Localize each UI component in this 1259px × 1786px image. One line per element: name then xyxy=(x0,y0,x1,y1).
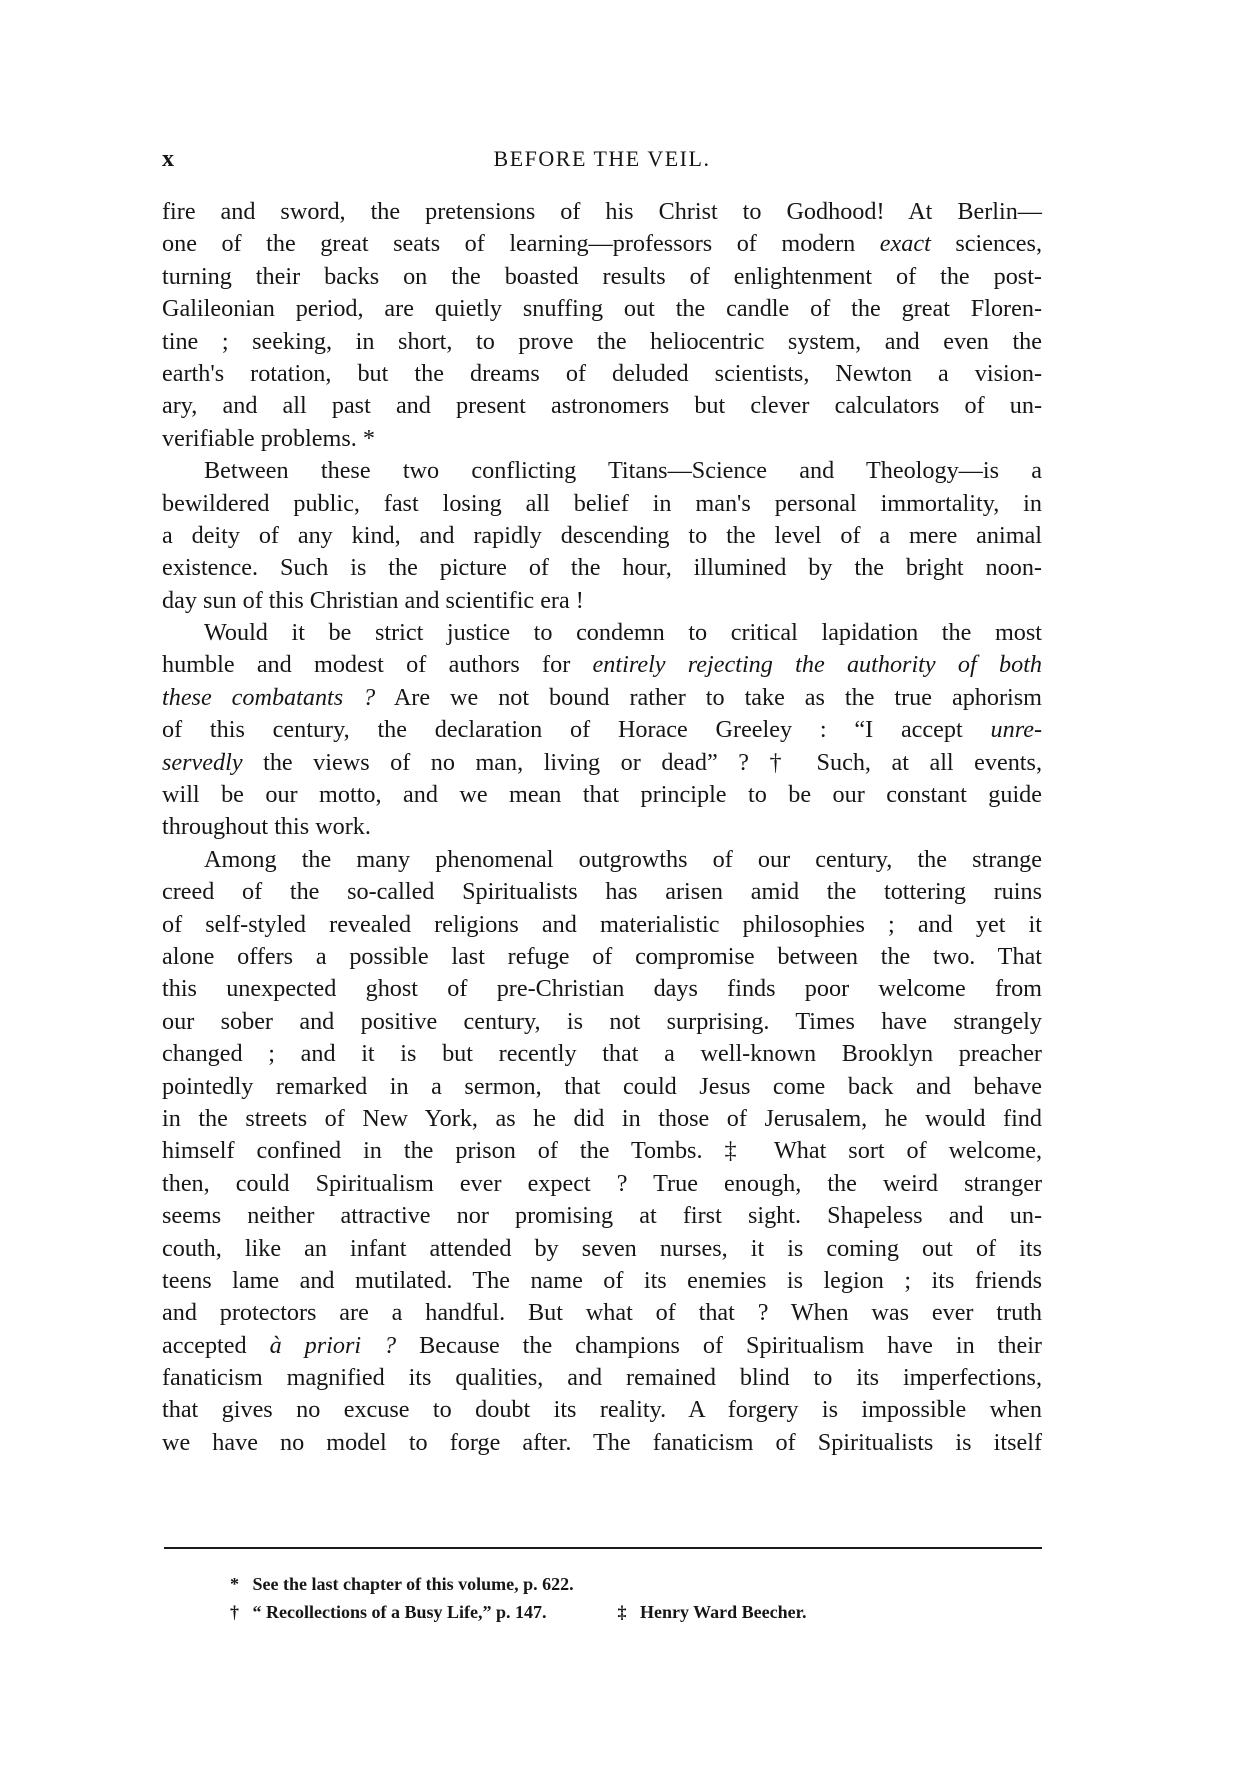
text-line: this unexpected ghost of pre-Christian days finds poor welcome from xyxy=(162,975,1042,1003)
footnote-text-3: Henry Ward Beecher. xyxy=(640,1602,807,1622)
text-line: Would it be strict justice to condemn to critical lapidation the most xyxy=(204,619,1042,647)
text-line: existence. Such is the picture of the hour, illumined by the bright noon- xyxy=(162,554,1042,582)
text-line: verifiable problems. * xyxy=(162,424,375,452)
text-line: himself confined in the prison of the Tombs. ‡ What sort of welcome, xyxy=(162,1137,1042,1165)
text-line: pointedly remarked in a sermon, that could Jesus come back and behave xyxy=(162,1072,1042,1100)
footnote-row-2 xyxy=(230,1598,1030,1626)
text-line: seems neither attractive nor promising at first sight. Shapeless and un- xyxy=(162,1202,1042,1230)
text-line: Between these two conflicting Titans—Science and Theology—is a xyxy=(204,457,1042,485)
text-line: fanaticism magnified its qualities, and remained blind to its imperfections, xyxy=(162,1364,1042,1392)
text-line: fire and sword, the pretensions of his Christ to Godhood! At Berlin— xyxy=(162,198,1042,225)
paragraph xyxy=(162,617,1042,844)
text-line: alone offers a possible last refuge of compromise between the two. That xyxy=(162,942,1042,970)
text-line: one of the great seats of learning—professors of modern exact sciences, xyxy=(162,230,1042,258)
text-line: accepted à priori ? Because the champions of Spiritualism have in their xyxy=(162,1331,1042,1359)
footnote-text-2: “ Recollections of a Busy Life,” p. 147. xyxy=(252,1602,547,1622)
footnote-mark-dagger: † xyxy=(230,1602,239,1622)
text-line: then, could Spiritualism ever expect ? True enough, the weird stranger xyxy=(162,1169,1042,1197)
text-line: couth, like an infant attended by seven nurses, it is coming out of its xyxy=(162,1234,1042,1262)
text-line: day sun of this Christian and scientific era ! xyxy=(162,586,584,614)
italic-emphasis: servedly xyxy=(162,748,243,776)
body-text xyxy=(162,196,1042,1459)
text-line: these combatants ? Are we not bound rather to take as the true aphorism xyxy=(162,683,1042,711)
footnote-mark-double-dagger: ‡ xyxy=(617,1602,627,1622)
text-line: turning their backs on the boasted results of enlightenment of the post- xyxy=(162,262,1042,290)
text-line: throughout this work. xyxy=(162,813,371,841)
italic-emphasis: entirely rejecting the authority of both xyxy=(592,651,1043,679)
italic-emphasis: these combatants ? xyxy=(162,683,376,711)
paragraph xyxy=(162,196,1042,455)
text-line: Galileonian period, are quietly snuffing out the candle of the great Floren- xyxy=(162,295,1042,323)
text-line: ary, and all past and present astronomers but clever calculators of un- xyxy=(162,392,1042,420)
footnotes xyxy=(230,1570,1030,1626)
italic-emphasis: exact xyxy=(879,230,931,258)
footnote-text-1: See the last chapter of this volume, p. 622. xyxy=(252,1574,574,1594)
text-line: of this century, the declaration of Horace Greeley : “I accept unre- xyxy=(162,716,1042,744)
footnote-separator-rule xyxy=(164,1547,1042,1549)
italic-emphasis: à priori ? xyxy=(269,1331,397,1359)
text-line: and protectors are a handful. But what of that ? When was ever truth xyxy=(162,1299,1042,1327)
text-line: we have no model to forge after. The fanaticism of Spiritualists is itself xyxy=(162,1428,1042,1456)
text-line: earth's rotation, but the dreams of deluded scientists, Newton a vision- xyxy=(162,359,1042,387)
text-line: creed of the so-called Spiritualists has arisen amid the tottering ruins xyxy=(162,878,1042,906)
running-head xyxy=(162,146,1042,176)
text-line: will be our motto, and we mean that principle to be our constant guide xyxy=(162,781,1042,809)
text-line: humble and modest of authors for entirely rejecting the authority of both xyxy=(162,651,1043,679)
text-line: a deity of any kind, and rapidly descending to the level of a mere animal xyxy=(162,521,1042,549)
text-line: in the streets of New York, as he did in those of Jerusalem, he would find xyxy=(162,1104,1042,1132)
text-line: bewildered public, fast losing all belief in man's personal immortality, in xyxy=(162,489,1042,517)
footnote-mark-asterisk: * xyxy=(230,1574,239,1594)
text-line: changed ; and it is but recently that a well-known Brooklyn preacher xyxy=(162,1040,1042,1068)
text-line: our sober and positive century, is not surprising. Times have strangely xyxy=(162,1007,1042,1035)
paragraph xyxy=(162,455,1042,617)
page-number: x xyxy=(162,146,175,172)
paragraph xyxy=(162,844,1042,1459)
text-line: tine ; seeking, in short, to prove the heliocentric system, and even the xyxy=(162,327,1042,355)
running-title: BEFORE THE VEIL. xyxy=(493,146,711,171)
text-line: of self-styled revealed religions and materialistic philosophies ; and yet it xyxy=(162,910,1042,938)
text-line: that gives no excuse to doubt its reality. A forgery is impossible when xyxy=(162,1396,1042,1424)
footnote-row-1 xyxy=(230,1570,1030,1598)
text-line: servedly the views of no man, living or dead” ? † Such, at all events, xyxy=(162,748,1042,776)
text-line: teens lame and mutilated. The name of its enemies is legion ; its friends xyxy=(162,1266,1042,1294)
text-line: Among the many phenomenal outgrowths of our century, the strange xyxy=(204,845,1042,873)
italic-emphasis: unre- xyxy=(990,716,1042,744)
